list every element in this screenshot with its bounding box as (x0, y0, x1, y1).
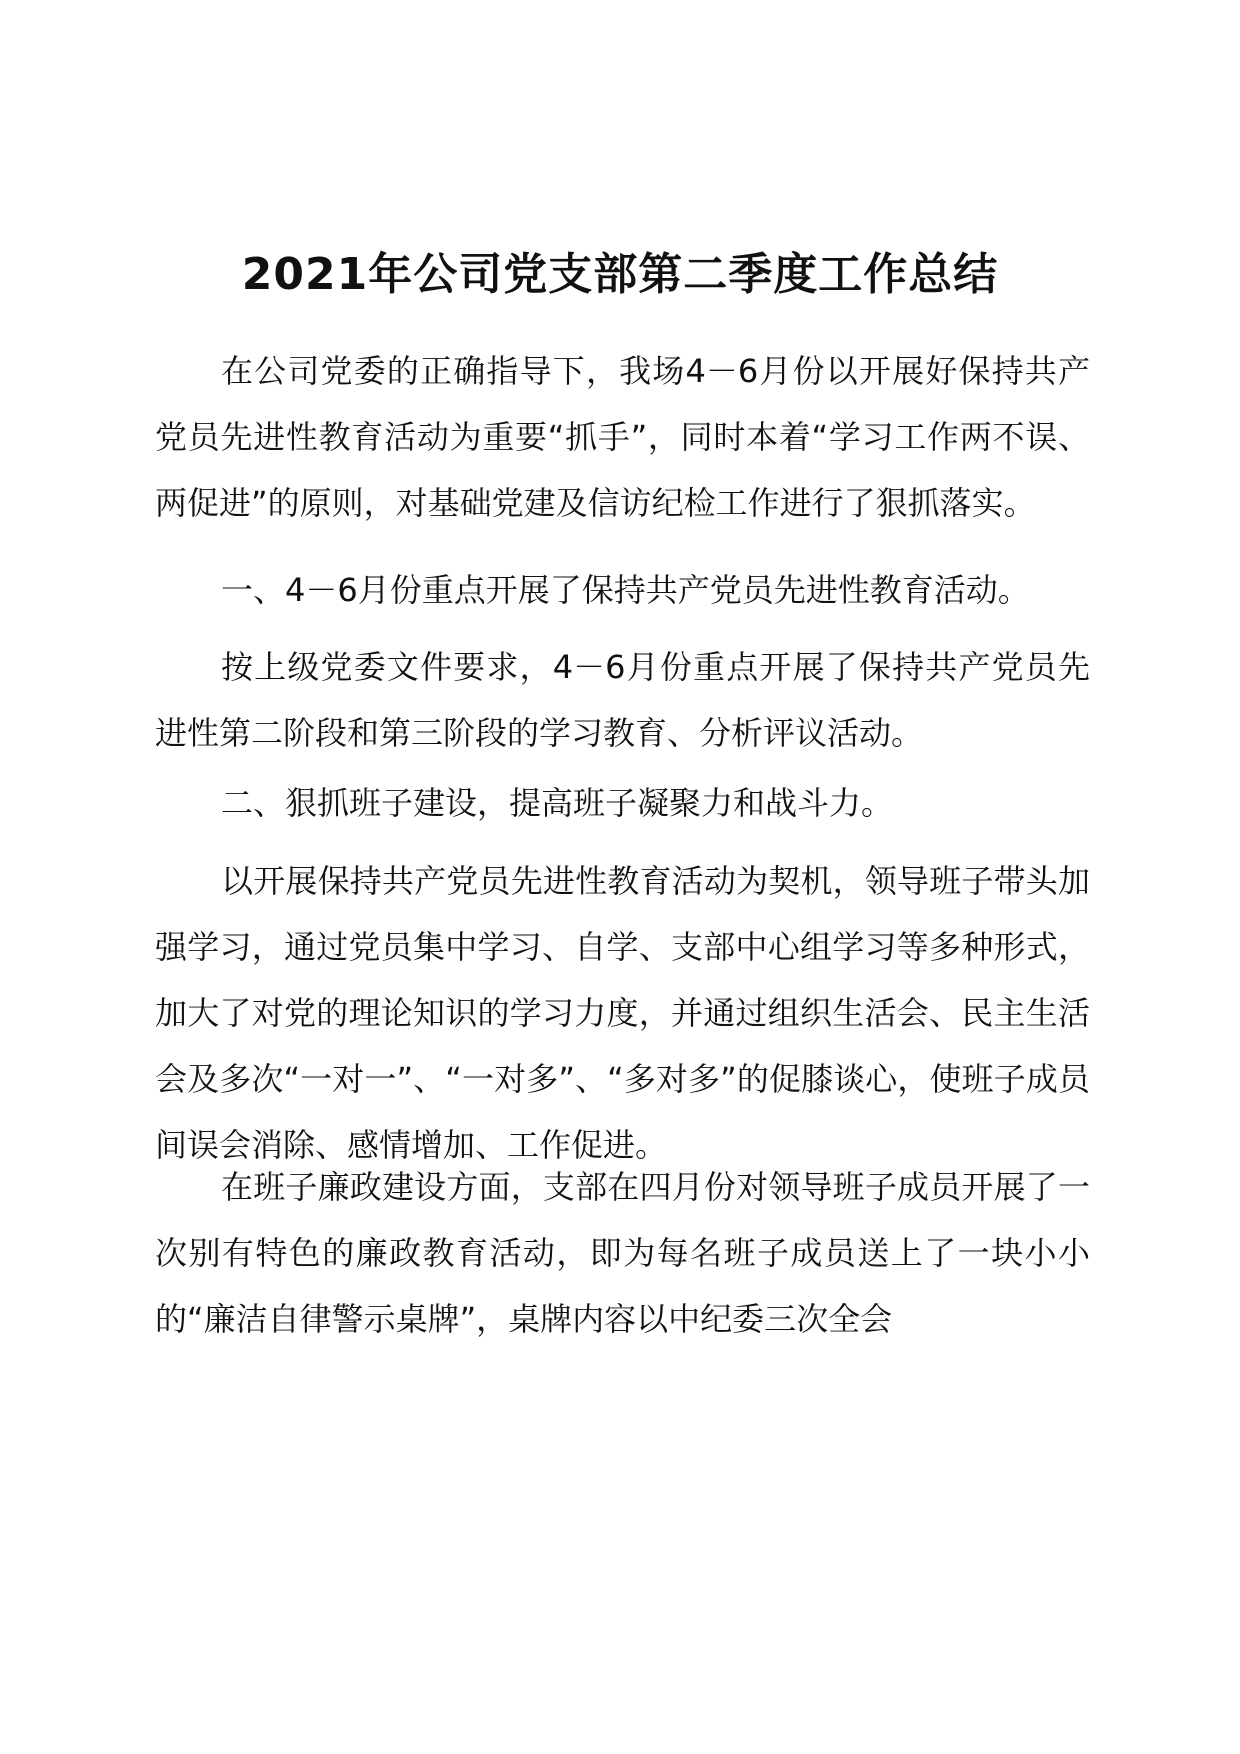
document-title: 2021年公司党支部第二季度工作总结 (241, 249, 999, 300)
paragraph-integrity: 在班子廉政建设方面，支部在四月份对领导班子成员开展了一次别有特色的廉政教育活动，即为每名班子成员送上了一块小小的“廉洁自律警示桌牌”，桌牌内容以中纪委三次全会 (155, 1168, 1090, 1338)
paragraph-team-building: 以开展保持共产党员先进性教育活动为契机，领导班子带头加强学习，通过党员集中学习、自学、支部中心组学习等多种形式，加大了对党的理论知识的学习力度，并通过组织生活会、民主生活会及多次“一对一”、“一对多”、“多对多”的促膝谈心，使班子成员间误会消除、感情增加、工作促进。 (155, 862, 1090, 1164)
section-heading-one: 一、4－6月份重点开展了保持共产党员先进性教育活动。 (221, 571, 1030, 609)
paragraph-intro: 在公司党委的正确指导下，我场4－6月份以开展好保持共产党员先进性教育活动为重要“抓手”，同时本着“学习工作两不误、两促进”的原则，对基础党建及信访纪检工作进行了狠抓落实。 (155, 352, 1090, 522)
section-heading-two: 二、狠抓班子建设，提高班子凝聚力和战斗力。 (221, 784, 894, 822)
paragraph-section-one: 按上级党委文件要求，4－6月份重点开展了保持共产党员先进性第二阶段和第三阶段的学习教育、分析评议活动。 (155, 648, 1090, 752)
